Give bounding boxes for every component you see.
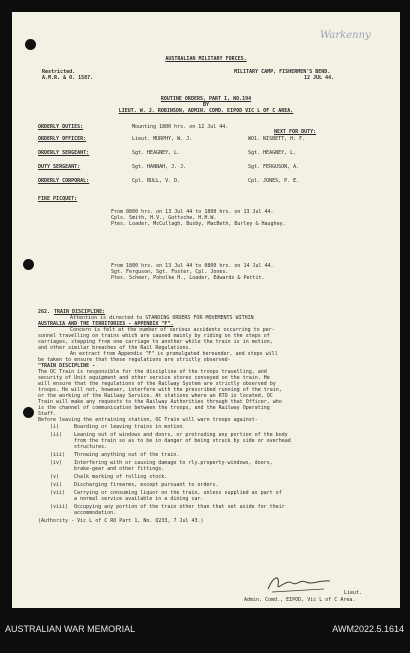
next-for-duty-header: NEXT FOR DUTY: (274, 129, 317, 135)
duty-row-label: ORDERLY SERGEANT: (38, 150, 90, 156)
body-line: sonnel travelling on trains which are caused mainly by riding on the steps of (38, 333, 270, 339)
list-item-number: (viii) (50, 504, 69, 510)
duty-row-current: Cpl. BULL, V. D. (132, 178, 181, 184)
punch-hole-middle (23, 259, 34, 270)
list-item-text: accommodation. (74, 510, 117, 516)
picquet-line: From 0800 hrs. on 13 Jul 44 to 1800 hrs. on 13 Jul 44. (111, 209, 274, 215)
orders-title-by: BY (202, 102, 210, 108)
picquet-line: Ptes. Scheer, Poholke H., Loader, Edwards & Pettit. (111, 275, 265, 281)
signatory-appointment: Admin. Comd., EIPOD, Vic L of C Area. (244, 597, 356, 603)
orders-title: ROUTINE ORDERS, PART I, NO.194 (160, 96, 252, 102)
body-line: Train will make any requests to the Railway Authorities through that Officer, who (38, 399, 282, 405)
fire-picquet-label: FIRE PICQUET: (38, 196, 78, 202)
duty-row-next: Sgt. FERGUSON, A. (248, 164, 300, 170)
camp-name: MILITARY CAMP, FISHERMEN'S BEND. (234, 69, 331, 75)
body-line: Before leaving the entraining station, OC Train will warn troops against- (38, 417, 258, 423)
body-line: troops. He will not, however, interfere with the prescribed running of the train, (38, 387, 282, 393)
punch-hole-top (25, 39, 36, 50)
section-title: TRAIN DISCIPLINE: (54, 309, 106, 315)
body-line: The OC Train is responsible for the discipline of the troops travelling, and (38, 369, 267, 375)
duty-row-current: Sgt. HANNAH, J. J. (132, 164, 187, 170)
list-item-number: (iii) (50, 452, 66, 458)
list-item-number: (v) (50, 474, 60, 480)
body-line: Staff. (38, 411, 57, 417)
body-line: is the channel of communication between the troops, and the Railway Operating (38, 405, 270, 411)
list-item-number: (vi) (50, 482, 63, 488)
signature-mark (264, 573, 334, 595)
archive-footer (0, 614, 410, 653)
duty-row-next: Cpl. JONES, P. E. (248, 178, 300, 184)
list-item-text: structures. (74, 444, 108, 450)
handwritten-note: Warkenny (320, 30, 371, 41)
list-item-text: a normal service available in a dining car. (74, 496, 204, 502)
body-line: carriages, stepping from one carriage to another while the train is in motion, (38, 339, 273, 345)
duty-row-next: WO1. NISBETT, H. F. (248, 136, 306, 142)
picquet-line: Cpls. Smith, H.V., Gottsche, H.H.W. (111, 215, 217, 221)
list-item-text: Carrying or consuming liquor on the train, unless supplied as part of (74, 490, 282, 496)
footer-accession-number: AWM2022.5.1614 (332, 624, 404, 634)
signatory-rank: Lieut. (344, 590, 363, 596)
duty-row-current: Lieut. MURPHY, W. J. (132, 136, 193, 142)
document-heading: AUSTRALIAN MILITARY FORCES. (165, 56, 247, 62)
duty-row-next: Sgt. HEAGNEY, L. (248, 150, 297, 156)
footer-institution: AUSTRALIAN WAR MEMORIAL (5, 624, 136, 634)
body-line: and other similar breaches of the Rail Regulations. (38, 345, 192, 351)
body-line: Concern is felt at the number of serious accidents occurring to per- (70, 327, 275, 333)
list-item-text: Leaning out of windows and doors, or protruding any portion of the body (74, 432, 288, 438)
list-item-text: Boarding or leaving trains in motion. (74, 424, 186, 430)
punch-hole-bottom (23, 407, 34, 418)
list-item-text: Interfering with or causing damage to rly.property-windows, doors, (74, 460, 273, 466)
picquet-line: Sgt. Ferguson, Sgt. Foster, Cpl. Jones. (111, 269, 229, 275)
picquet-line: From 1800 hrs. on 13 Jul 44 to 0800 hrs. on 14 Jul 44. (111, 263, 274, 269)
body-line: will ensure that the regulations of the Railway System are strictly observed by (38, 381, 276, 387)
list-item-text: Discharging firearms, except pursuant to orders. (74, 482, 219, 488)
orderly-duties-value: Mounting 1800 hrs. on 12 Jul 44. (132, 124, 229, 130)
list-item-number: (vii) (50, 490, 66, 496)
body-line: Attention is directed to STANDING ORDERS FOR MOVEMENTS WITHIN (70, 315, 254, 321)
body-line: AUSTRALIA AND THE TERRITORIES - APPENDIX "F". (38, 321, 174, 327)
body-line: security of Unit equipment and other service stores conveyed on the train. He (38, 375, 270, 381)
orders-authority-line: LIEUT. W. J. ROBINSON, ADMIN. COMD. EIPOD VIC L OF C AREA. (118, 108, 294, 114)
list-item-text: from the train so as to be in danger of being struck by side or overhead (74, 438, 291, 444)
list-item-text: Chalk marking of rolling stock. (74, 474, 168, 480)
body-line: "TRAIN DISCIPLINE - (38, 363, 96, 369)
body-line: An extract from Appendix "F" is promulgated hereunder, and steps will (70, 351, 278, 357)
duty-row-current: Sgt. HEAGNEY, L. (132, 150, 181, 156)
authority-reference: (Authority - Vic L of C RO Part 1, No. Q233, 7 Jul 43.) (38, 518, 204, 524)
document-page (12, 12, 400, 608)
list-item-text: brake-gear and other fittings. (74, 466, 165, 472)
list-item-number: (ii) (50, 432, 63, 438)
section-number: 262. (38, 309, 51, 315)
list-item-number: (iv) (50, 460, 63, 466)
duty-row-label: DUTY SERGEANT: (38, 164, 81, 170)
amr-reference: A.M.R. & O. 1587. (42, 75, 94, 81)
duty-row-label: ORDERLY CORPORAL: (38, 178, 90, 184)
body-line: or the working of the Railway Service. At stations where an RTO is located, OC (38, 393, 273, 399)
document-date: 12 JUL 44. (304, 75, 335, 81)
list-item-text: Throwing anything out of the train. (74, 452, 180, 458)
duty-row-label: ORDERLY OFFICER: (38, 136, 87, 142)
body-line: be taken to ensure that these regulations are strictly observed- (38, 357, 231, 363)
picquet-line: Ptes. Loader, McCullagh, Busby, MacBeth, Burley & Haughey. (111, 221, 286, 227)
restricted-label: Restricted. (42, 69, 76, 75)
orderly-duties-label: ORDERLY DUTIES: (38, 124, 84, 130)
list-item-number: (i) (50, 424, 60, 430)
list-item-text: Occupying any portion of the train other than that set aside for their (74, 504, 285, 510)
